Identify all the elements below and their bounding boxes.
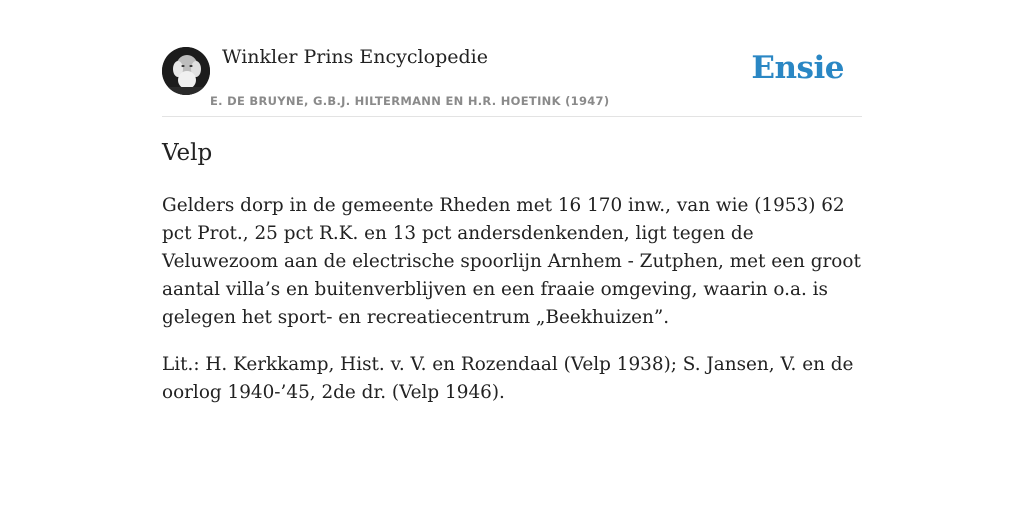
site-header [162, 0, 862, 117]
article-literature: Lit.: H. Kerkkamp, Hist. v. V. en Rozendaal (Velp 1938); S. Jansen, V. en de oorlog 1940-’45, 2de dr. (Velp 1946). [162, 354, 854, 403]
ensie-logo[interactable]: Ensie [751, 50, 844, 86]
encyclopedia-title[interactable]: Winkler Prins Encyclopedie [222, 46, 488, 68]
authors-line: E. DE BRUYNE, G.B.J. HILTERMANN EN H.R. HOETINK (1947) [210, 94, 610, 108]
author-portrait-avatar [162, 47, 210, 95]
article-paragraph: Gelders dorp in de gemeente Rheden met 16 170 inw., van wie (1953) 62 pct Prot., 25 pct R.K. en 13 pct andersdenkenden, ligt tegen de Veluwezoom aan de electrische spoorlijn Arnhem - Zutphen, met een groot aantal villa’s en buitenverblijven en een fraaie omgeving, waarin o.a. is gelegen het sport- en recreatiecentrum „Beekhuizen”. [162, 195, 861, 328]
article-headword: Velp [162, 140, 213, 166]
article-body [162, 192, 862, 426]
